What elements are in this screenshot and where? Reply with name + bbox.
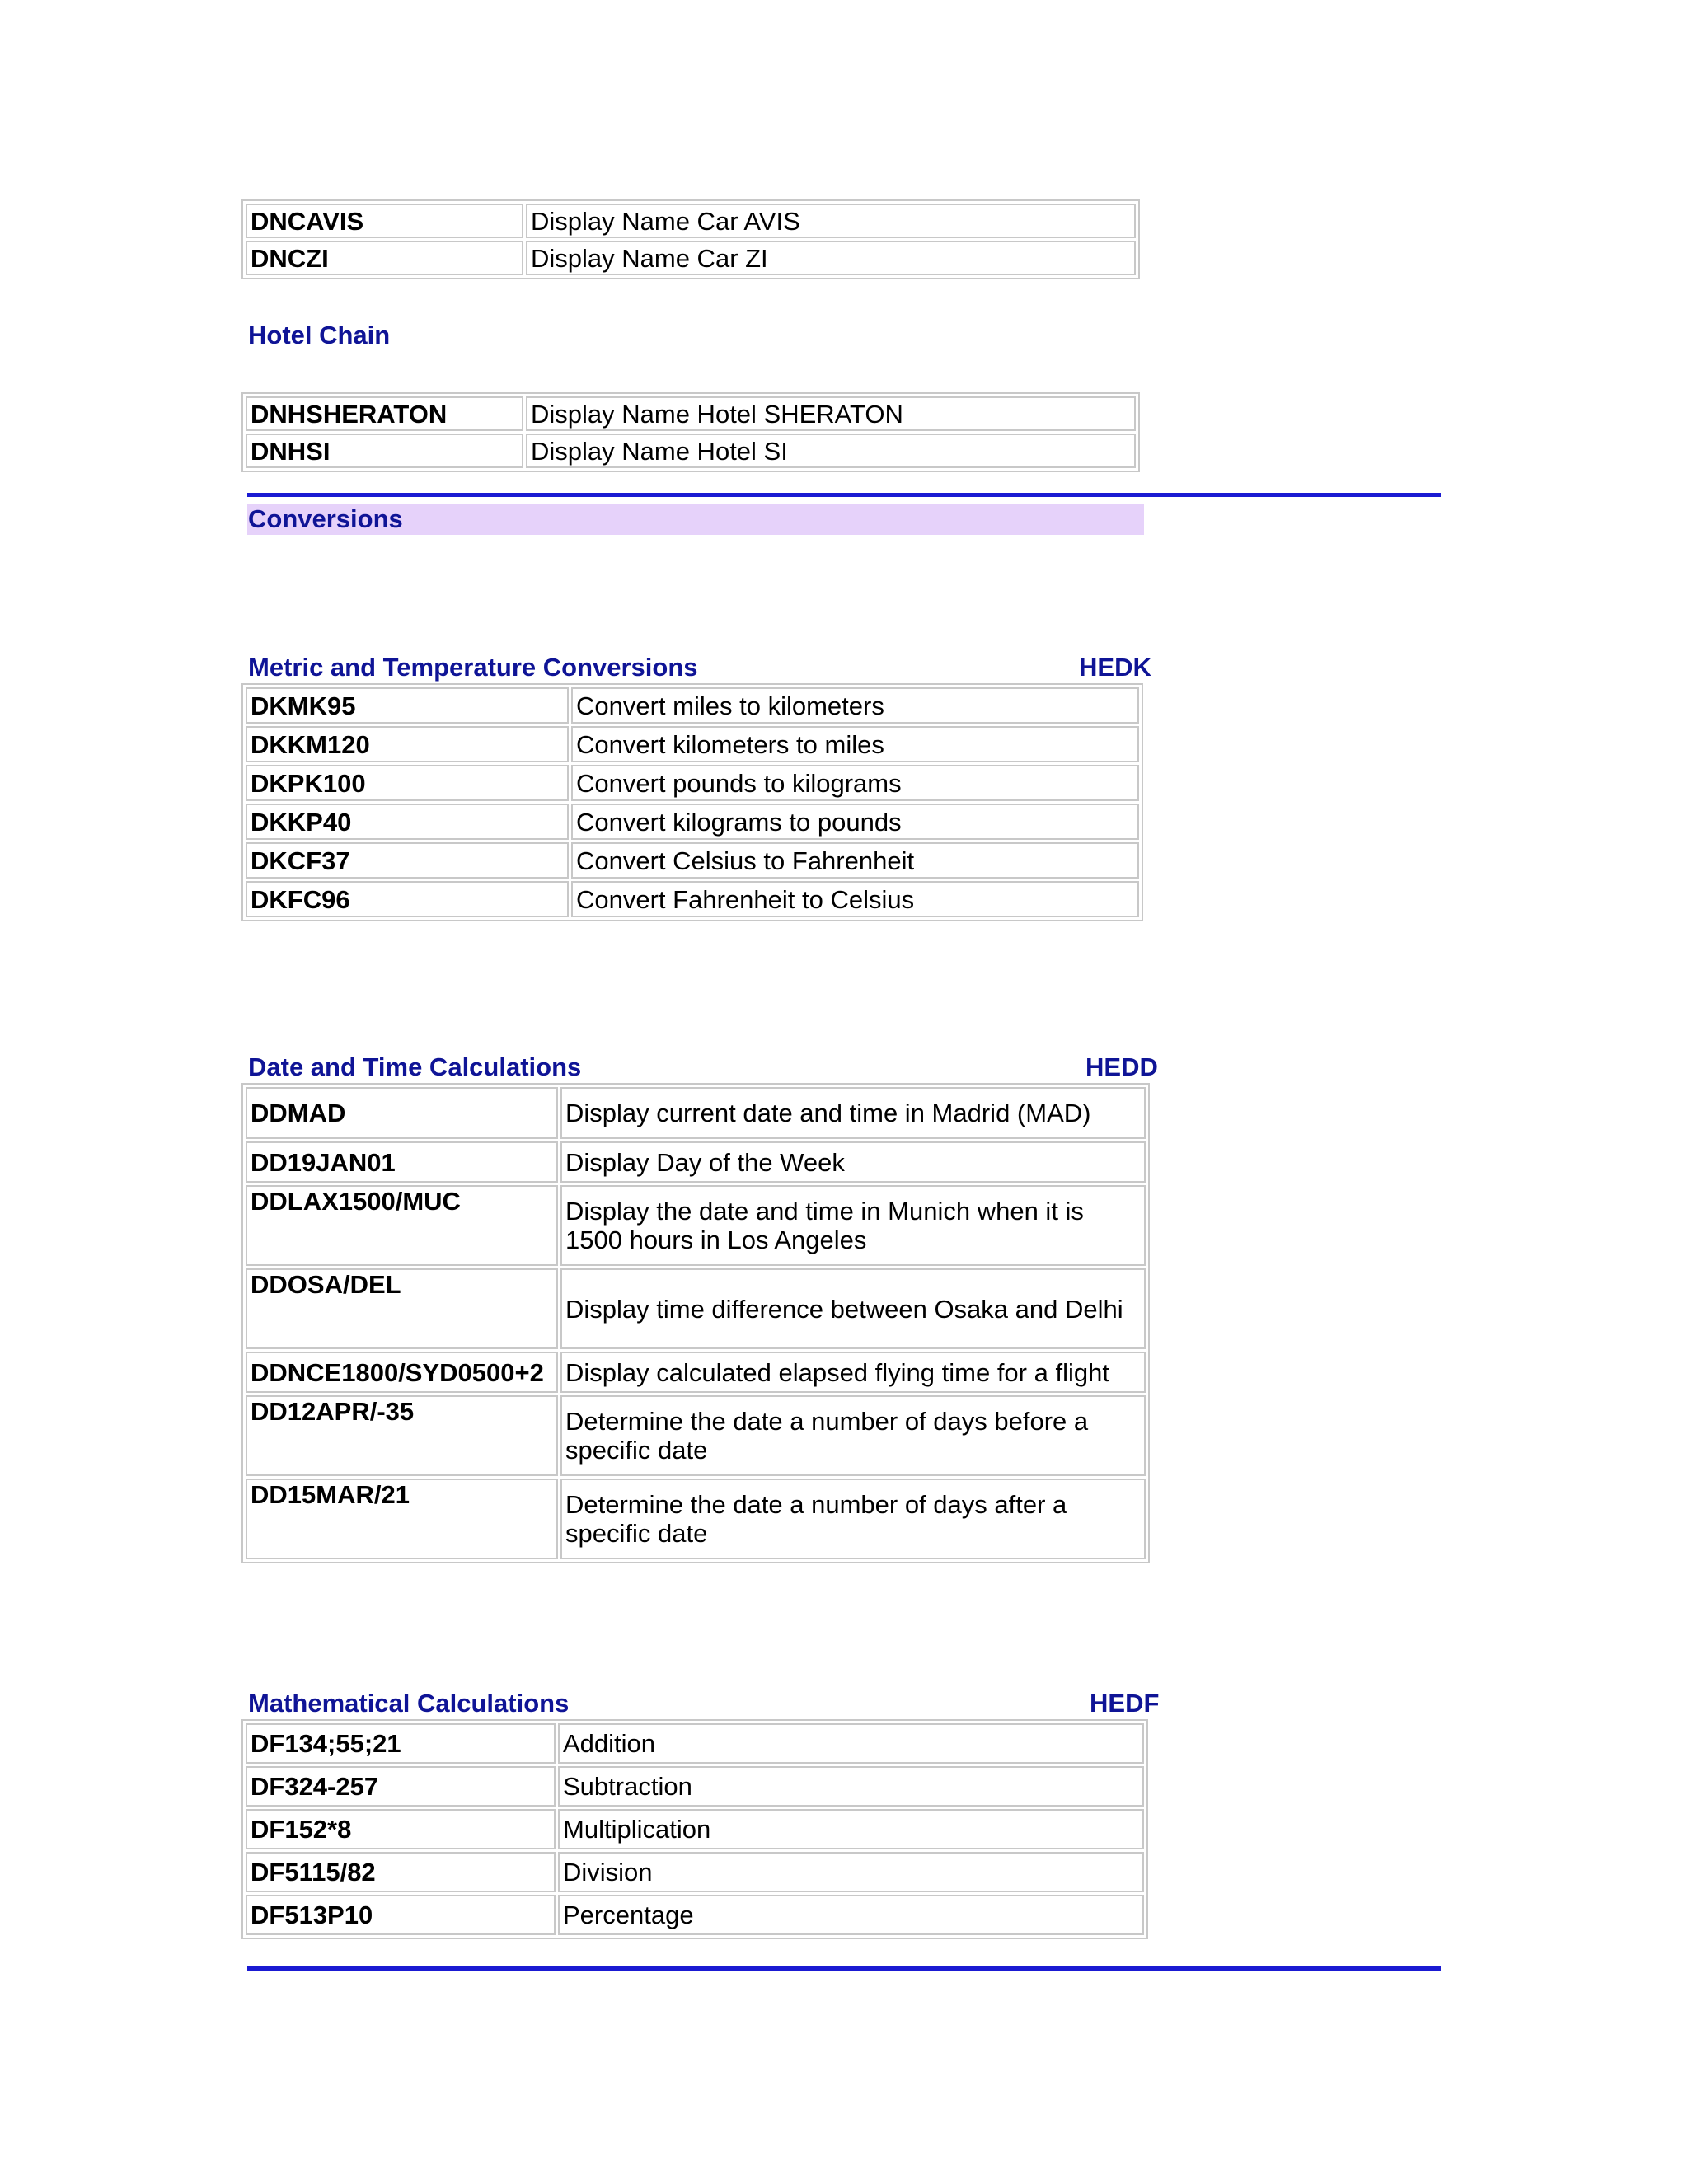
command-description: Percentage <box>558 1895 1144 1935</box>
math-table <box>241 1719 1148 1939</box>
command-description: Display Name Car ZI <box>526 241 1136 275</box>
command-code: DKKM120 <box>246 726 569 762</box>
command-description: Convert Fahrenheit to Celsius <box>571 881 1139 917</box>
command-code: DDLAX1500/MUC <box>246 1185 558 1266</box>
table-row <box>246 204 1136 238</box>
command-code: DDMAD <box>246 1087 558 1139</box>
command-code: DDOSA/DEL <box>246 1268 558 1349</box>
table-row <box>246 881 1139 917</box>
table-row <box>246 1268 1146 1349</box>
command-description: Multiplication <box>558 1809 1144 1849</box>
command-description: Addition <box>558 1723 1144 1764</box>
table-row <box>246 1141 1146 1183</box>
table-row <box>246 687 1139 724</box>
table-row <box>246 842 1139 879</box>
command-code: DD12APR/-35 <box>246 1395 558 1476</box>
command-description: Subtraction <box>558 1766 1144 1807</box>
command-description: Convert miles to kilometers <box>571 687 1139 724</box>
table-row <box>246 1809 1144 1849</box>
command-code: DKMK95 <box>246 687 569 724</box>
command-code: DF513P10 <box>246 1895 556 1935</box>
section-divider <box>247 493 1441 497</box>
table-row <box>246 434 1136 468</box>
command-code: DF134;55;21 <box>246 1723 556 1764</box>
conversions-heading: Conversions <box>248 504 403 533</box>
command-code: DF324-257 <box>246 1766 556 1807</box>
table-row <box>246 804 1139 840</box>
command-description: Display Name Hotel SI <box>526 434 1136 468</box>
command-code: DNHSI <box>246 434 523 468</box>
table-row <box>246 1395 1146 1476</box>
command-description: Display the date and time in Munich when it is 1500 hours in Los Angeles <box>560 1185 1146 1266</box>
command-code: DF152*8 <box>246 1809 556 1849</box>
table-row <box>246 241 1136 275</box>
table-row <box>246 1766 1144 1807</box>
table-row <box>246 1723 1144 1764</box>
command-code: DKCF37 <box>246 842 569 879</box>
command-description: Display current date and time in Madrid (MAD) <box>560 1087 1146 1139</box>
table-row <box>246 726 1139 762</box>
command-code: DNHSHERATON <box>246 396 523 431</box>
math-heading: Mathematical Calculations <box>248 1689 570 1718</box>
command-description: Convert kilograms to pounds <box>571 804 1139 840</box>
command-description: Determine the date a number of days after a specific date <box>560 1479 1146 1559</box>
command-code: DD19JAN01 <box>246 1141 558 1183</box>
command-description: Determine the date a number of days before a specific date <box>560 1395 1146 1476</box>
command-code: DF5115/82 <box>246 1852 556 1892</box>
command-description: Display Day of the Week <box>560 1141 1146 1183</box>
command-code: DKPK100 <box>246 765 569 801</box>
command-code: DDNCE1800/SYD0500+2 <box>246 1352 558 1393</box>
table-row <box>246 1895 1144 1935</box>
command-code: DD15MAR/21 <box>246 1479 558 1559</box>
command-description: Display calculated elapsed flying time for a flight <box>560 1352 1146 1393</box>
command-description: Convert pounds to kilograms <box>571 765 1139 801</box>
table-row <box>246 1479 1146 1559</box>
date-time-table <box>241 1083 1150 1563</box>
metric-conversions-heading: Metric and Temperature Conversions <box>248 653 698 682</box>
hotel-chain-table <box>241 392 1140 472</box>
table-row <box>246 1185 1146 1266</box>
metric-conversions-table <box>241 683 1143 921</box>
command-description: Display time difference between Osaka and Delhi <box>560 1268 1146 1349</box>
table-row <box>246 396 1136 431</box>
command-code: DKFC96 <box>246 881 569 917</box>
command-description: Division <box>558 1852 1144 1892</box>
table-row <box>246 765 1139 801</box>
command-code: DKKP40 <box>246 804 569 840</box>
section-divider <box>247 1966 1441 1971</box>
table-row <box>246 1352 1146 1393</box>
command-description: Convert Celsius to Fahrenheit <box>571 842 1139 879</box>
table-row <box>246 1852 1144 1892</box>
date-time-heading: Date and Time Calculations <box>248 1052 582 1081</box>
hotel-chain-heading: Hotel Chain <box>248 321 391 349</box>
date-time-help-ref: HEDD <box>1085 1052 1158 1081</box>
math-help-ref: HEDF <box>1090 1689 1160 1718</box>
command-code: DNCZI <box>246 241 523 275</box>
metric-help-ref: HEDK <box>1079 653 1151 682</box>
table-row <box>246 1087 1146 1139</box>
command-description: Display Name Car AVIS <box>526 204 1136 238</box>
car-name-table <box>241 199 1140 279</box>
command-description: Display Name Hotel SHERATON <box>526 396 1136 431</box>
command-code: DNCAVIS <box>246 204 523 238</box>
command-description: Convert kilometers to miles <box>571 726 1139 762</box>
